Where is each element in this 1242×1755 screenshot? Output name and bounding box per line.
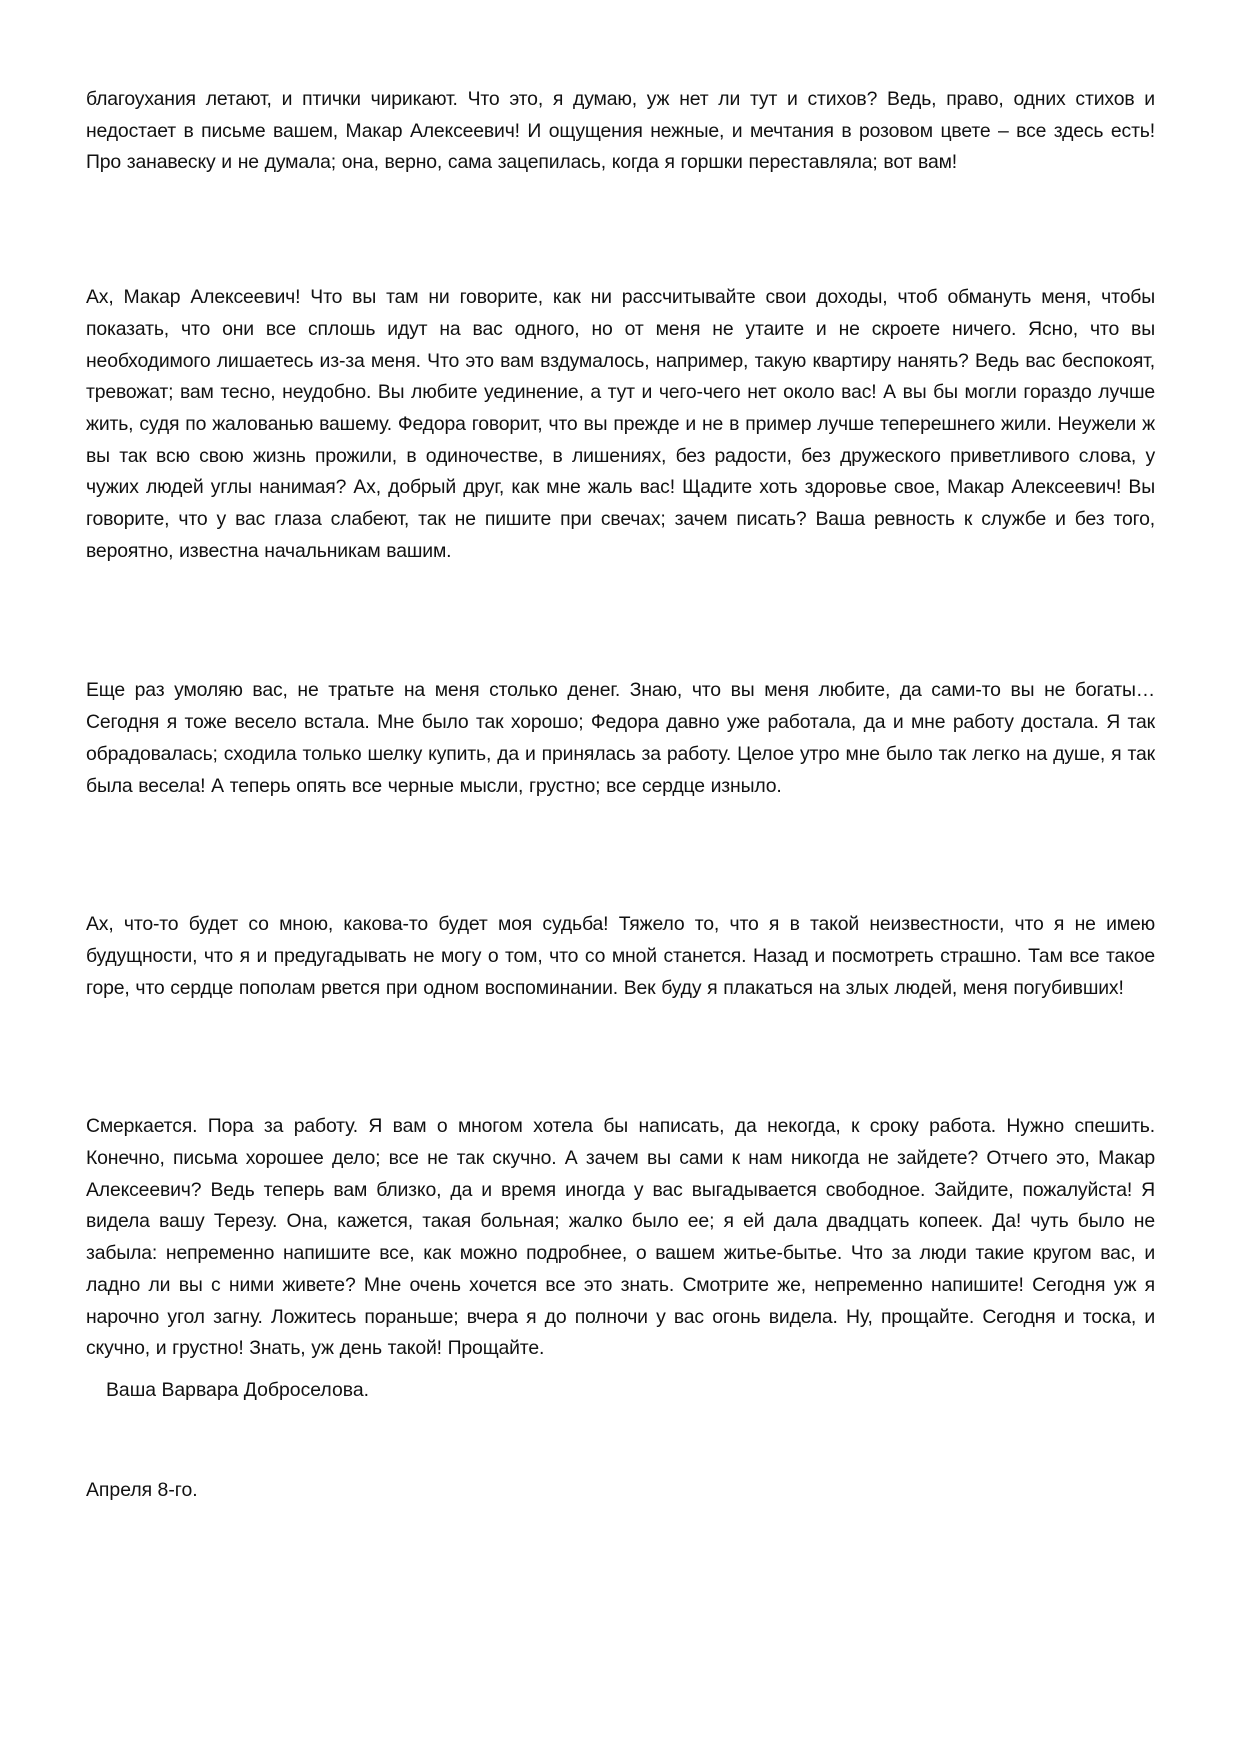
letter-signature: Ваша Варвара Доброселова. xyxy=(106,1379,369,1401)
paragraph: Еще раз умоляю вас, не тратьте на меня столько денег. Знаю, что вы меня любите, да сами-то вы не богаты… Сегодня я тоже весело встала. Мне было так хорошо; Федора давно уже работала, да и мне работу достала. Я так обрадовалась; сходила только шелку купить, да и принялась за работу. Целое утро мне было так легко на душе, я так была весела! А теперь опять все черные мысли, грустно; все сердце изныло. xyxy=(86,679,1155,797)
letter-date: Апреля 8-го. xyxy=(86,1479,198,1501)
paragraph: Ах, что-то будет со мною, какова-то будет моя судьба! Тяжело то, что я в такой неизвестности, что я не имею будущности, что я и предугадывать не могу о том, что со мной станется. Назад и посмотреть страшно. Там все такое горе, что сердце пополам рвется при одном воспоминании. Век буду я плакаться на злых людей, меня погубивших! xyxy=(86,913,1155,999)
document-body xyxy=(86,84,1155,1365)
paragraph: Смеркается. Пора за работу. Я вам о многом хотела бы написать, да некогда, к сроку работа. Нужно спешить. Конечно, письма хорошее дело; все не так скучно. А зачем вы сами к нам никогда не зайдете? Отчего это, Макар Алексеевич? Ведь теперь вам близко, да и время иногда у вас выгадывается свободное. Зайдите, пожалуйста! Я видела вашу Терезу. Она, кажется, такая больная; жалко было ее; я ей дала двадцать копеек. Да! чуть было не забыла: непременно напишите все, как можно подробнее, о вашем житье-бытье. Что за люди такие кругом вас, и ладно ли вы с ними живете? Мне очень хочется все это знать. Смотрите же, непременно напишите! Сегодня уж я нарочно угол загну. Ложитесь пораньше; вчера я до полночи у вас огонь видела. Ну, прощайте. Сегодня и тоска, и скучно, и грустно! Знать, уж день такой! Прощайте. xyxy=(86,1115,1155,1360)
paragraph: Ах, Макар Алексеевич! Что вы там ни говорите, как ни рассчитывайте свои доходы, чтоб обмануть меня, чтобы показать, что они все сплошь идут на вас одного, но от меня не утаите и не скроете ничего. Ясно, что вы необходимого лишаетесь из-за меня. Что это вам вздумалось, например, такую квартиру нанять? Ведь вас беспокоят, тревожат; вам тесно, неудобно. Вы любите уединение, а тут и чего-чего нет около вас! А вы бы могли гораздо лучше жить, судя по жалованью вашему. Федора говорит, что вы прежде и не в пример лучше теперешнего жили. Неужели ж вы так всю свою жизнь прожили, в одиночестве, в лишениях, без радости, без дружеского приветливого слова, у чужих людей углы нанимая? Ах, добрый друг, как мне жаль вас! Щадите хоть здоровье свое, Макар Алексеевич! Вы говорите, что у вас глаза слабеют, так не пишите при свечах; зачем писать? Ваша ревность к службе и без того, вероятно, известна начальникам вашим. xyxy=(86,286,1155,562)
paragraph: благоухания летают, и птички чирикают. Что это, я думаю, уж нет ли тут и стихов? Ведь, право, одних стихов и недостает в письме вашем, Макар Алексеевич! И ощущения нежные, и мечтания в розовом цвете – все здесь есть! Про занавеску и не думала; она, верно, сама зацепилась, когда я горшки переставляла; вот вам! xyxy=(86,88,1155,174)
